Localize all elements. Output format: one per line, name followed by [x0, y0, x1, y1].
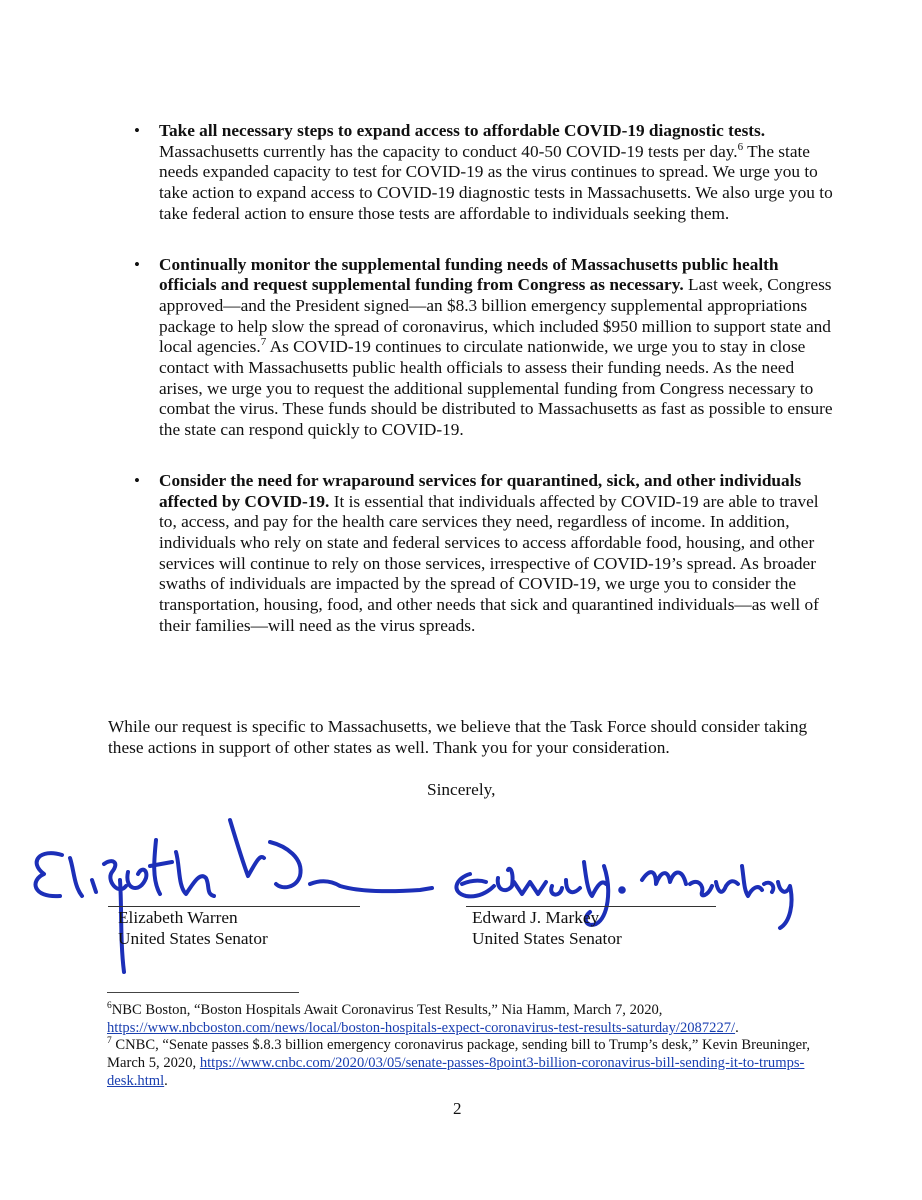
list-item	[134, 255, 834, 441]
bullet-dot: •	[134, 470, 140, 490]
bullet-dot: •	[134, 254, 140, 274]
bullet-text: Massachusetts currently has the capacity to conduct 40-50 COVID-19 tests per day.	[159, 141, 738, 161]
bullet-heading: Take all necessary steps to expand access to affordable COVID-19 diagnostic tests.	[159, 121, 766, 140]
footnote-end: .	[735, 1019, 739, 1036]
signer-title: United States Senator	[472, 929, 622, 948]
bullet-heading: Continually monitor the supplemental funding needs of Massachusetts public health officials and request supplemental funding from Congress as necessary.	[159, 254, 779, 295]
signer-warren	[118, 907, 268, 949]
footnotes	[107, 1002, 827, 1091]
signer-name: Edward J. Markey	[472, 908, 600, 927]
footnote-text: NBC Boston, “Boston Hospitals Await Coronavirus Test Results,” Nia Hamm, March 7, 2020,	[111, 1002, 663, 1018]
footnote-7	[107, 1037, 827, 1090]
bullet-heading: Consider the need for wraparound services for quarantined, sick, and other individuals affected by COVID-19.	[159, 470, 802, 511]
bullet-dot: •	[134, 121, 140, 140]
footnote-link[interactable]: https://www.cnbc.com/2020/03/05/senate-passes-8point3-billion-coronavirus-bill-sending-it-to-trumps-desk.html	[107, 1055, 805, 1089]
footnote-mark: 6	[107, 1001, 112, 1012]
footnote-text: CNBC, “Senate passes $.8.3 billion emergency coronavirus package, sending bill to Trump’s desk,” Kevin Breuninger, March 5, 2020,	[107, 1037, 811, 1072]
signer-title: United States Senator	[118, 929, 268, 948]
signer-markey	[472, 907, 622, 949]
handwritten-signatures	[0, 800, 922, 985]
sincerely-text: Sincerely,	[427, 780, 496, 799]
bullet-text: The state needs expanded capacity to test for COVID-19 as the virus continues to spread. We urge you to take action to expand access to COVID-19 diagnostic tests in Massachusetts. We also urge you to take federal action to ensure those tests are affordable to individuals seeking them.	[159, 141, 833, 223]
signature-block	[0, 800, 922, 985]
bullet-text: It is essential that individuals affected by COVID-19 are able to travel to, access, and pay for the health care services they need, regardless of income. In addition, individuals who rely on state and federal services to access affordable food, housing, and other services will continue to rely on those services, irrespective of COVID-19’s spread. As broader swaths of individuals are impacted by the spread of COVID-19, we urge you to consider the transportation, housing, food, and other needs that sick and quarantined individuals—as well of their families—will need as the virus spreads.	[159, 491, 819, 635]
footnote-divider	[107, 992, 299, 993]
footnote-ref: 7	[260, 336, 267, 349]
bullet-text: As COVID-19 continues to circulate nationwide, we urge you to stay in close contact with Massachusetts public health officials to assess their funding needs. As the need arises, we urge you to request the additional supplemental funding from Congress necessary to combat the virus. These funds should be distributed to Massachusetts as fast as possible to ensure the state can respond quickly to COVID-19.	[159, 337, 833, 440]
footnote-end: .	[164, 1072, 168, 1089]
footnote-6	[107, 1002, 827, 1037]
recommendation-list	[134, 121, 834, 636]
footnote-mark: 7	[107, 1036, 112, 1047]
signer-name: Elizabeth Warren	[118, 908, 238, 927]
footnote-link[interactable]: https://www.nbcboston.com/news/local/boston-hospitals-expect-coronavirus-test-results-saturday/2087227/	[107, 1019, 736, 1036]
list-item	[134, 121, 834, 225]
list-item	[134, 471, 834, 637]
closing-paragraph: While our request is specific to Massachusetts, we believe that the Task Force should consider taking these actions in support of other states as well. Thank you for your consideration.	[108, 717, 808, 757]
page-number: 2	[453, 1099, 462, 1118]
bullet-text: Last week, Congress approved—and the President signed—an $8.3 billion emergency supplemental appropriations package to help slow the spread of coronavirus, which included $950 million to support state and local agencies.	[159, 275, 832, 357]
footnote-ref: 6	[737, 140, 744, 153]
